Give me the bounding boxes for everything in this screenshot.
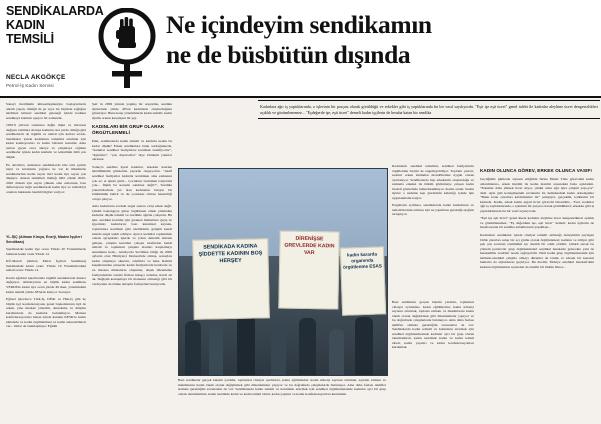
photo-figure bbox=[271, 325, 286, 375]
photo-figure bbox=[209, 327, 223, 375]
logo-line-2: KADIN bbox=[6, 18, 45, 32]
photo-figure bbox=[299, 318, 316, 375]
publication-logo bbox=[6, 4, 104, 46]
c1-p3: En devrimci, demokrat sendikalarda bile tam ayrılık niyet ve sözlerinin yağınca ne var ki ülkemizde sendikalardan kadın sayısı ileri kadın üye sayısı çok düşüyor. Alınan temsilkâr ilahlığı hâlâ çökük 2020-2026 dönem için sayısı yüksek olan atalarının, bası deftersiyonu bağlı sendikalarda kadın üye ve temsilciyi oranları hakkında önemli bilgiler veriyor: bbox=[6, 162, 86, 194]
logo-line-3: TEMSİLİ bbox=[6, 32, 54, 46]
c4-p3b: Bazı sendikalar gerçek bakımı yardımı, toplumsal cinsiyet ayrılıkları, kadın eğitimlerini, kadın nöbetçi sayısını artırmak, toplantı zamanı ve mekânlarını kadın önem olarak değiştirmek gibi düzenlemeler yapıyor ve bu doğrultuda çalışmalarda bulunuyor. Ama daha fazlası teklifler sizinsiz gerektiğini savunanlar da var: Sendikalarda kadın temsili ve katılımını artırmak için sendikal örgütlenmesinde kadınlar ayrı bir grup olarak tanımlanmalı, kadın nezdinde kadın ve kadın temsil tabeti, kadın yapıları ve kadın konfederasyonları kurunmak. bbox=[392, 300, 474, 350]
c4-p3: Bazı sendikalar gerçek bakımı yardımı, toplumsal cinsiyet ayrılıkları, kadın eğitimlerini, kadın nöbetçi sayısını artırmak, toplantı zamanı ve mekânlarını kadın önem olarak değiştirmek gibi düzenlemeler yapıyor ve bu doğrultuda çalışmalarda bulunuyor. Ama daha fazlası teklifler sizinsiz gerektiğini savunanlar da var: Sendikalarda kadın temsili ve katılımını artırmak için sendikal örgütlenmesinde kadınlar ayrı bir grup olarak tanımlanmalı, kadın nezdinde kadın ve kadın temsil tabeti, kadın yapıları ve kadın konfederasyonları kurunmak. bbox=[178, 378, 386, 396]
column-3 bbox=[92, 102, 172, 289]
pull-quote: Kadınlara ağır iş yaptıklarında, o işlerinin bir parçası olarak görüldüğü ve erkekler gibi iş yaptıklarında bu bir vasıf sayılıyordu. "Eşit işe eşit ücret" genel talebi ile kadınlar aleyhine ücret dengesizlikleri açıklık ve gözümlenemez... "Eşdeğerde işe, eşit ücret" demeli kadın işçilerin de hesaba katan bir sendika bbox=[258, 100, 600, 119]
c5-p1: Geçtiğimiz günlerde siyasen ettiğimiz birine İlkbur Tüze görevdeki kadın anlatımlarına, erkek üretimi ile kadın üretimi arasındaki farkı açıkladım. "Erkekler daha yüksek ücret alıyor, çünkü onlar ağır işler çalışım yapı-yor" dedi. Aynı gün konuşmuştum savunurlu bu demektedeki kadın arkadaşımız "Bunu konu çuvalları kaldırmamız bir" şampiyol, gerçeklik, içtiklerini bir kadında. Kadın, erkek kısmı asgari ücret görevdir bilerebilir... Evet, kadınlar ağır iş sayıldıklarında, o işlerinin bir parçası olarak görüldükleri; erkekler gibi iş yapıldıklarında bu bir vasıf sayılıyordu. bbox=[480, 177, 594, 213]
protest-banner: kadın kararda organında örgütlenme ESAS bbox=[340, 246, 386, 315]
c4-p1: Kadınların sendikal temsilini, sendikal faaliyetlerin örgütlenme biçimi de engelleyebiliyor. Toplantı yerleri, saatleri erkek üstünden mondöltemse uygun olarak ayarlanıyor. Sendikalarda hep erkeklerin oluşturduğu ve zamanla erkeksi ile hâkim görünmeye çalışan kadın modeli gözlerinde bulundurulmuyor. Kadın aradır. Kadın üyeler o nedenle kep gözlerinin kalınlığı içinde işin uygulanmamı istiyor. bbox=[392, 164, 474, 200]
column-1 bbox=[6, 102, 86, 197]
photo-figure bbox=[185, 321, 201, 375]
c2-p4: Eğitsel işlevlerce Türk-İş, DİSK ve Hak-İş gibi üç büyük işçi konfederasyonu genel başkanlarının üçü de erkek, yine merkez yönetim, denetleme ve disiplin kurullarında da kadınlar bulunmuyor. Merkez konfederasyonları bakan içinde kanunu KESK'te kadın etkisinde ve kadın örgütlenmesi ve kadın sekreterlikleri var... Onlar da tanıklaşmaya: Eğitim bbox=[6, 297, 86, 329]
c2-p1: Sendikadaki kadın üye oranı Yüzde 20 Yönetimlerde bulunan kadın oranı Yüzde 14 bbox=[6, 247, 86, 256]
page-headline bbox=[166, 10, 594, 70]
photo-figure bbox=[329, 329, 344, 375]
c3-p3: Ama kadınların zordeki engel sadece evişi emek değil. Çünkü başlangıçta ginse örgütlenen emek yönünden kadınlar düşük temsili ve özellikle ağırlık çalışırdır. Bu işin, sendikal katılımı için gereken hizmetlere geçiş ve işyerinde; kadınların; bazı kurumsal kaynak, toplantılara katılmak gibi özelliklerin gelişim kendi inanda engel teşkil ediliyor. Ayrıca kadınlar tophanmak olarak ayrıştıkları işlerde ve yolun denetim almada gelişen, çalışma kuralları çalışan tarafından kendi temsili ve toplumsal çalışma alanları karşılamayı sunumunu hem... Antalya'da Sevilmez biliğe ile 2006 aylarda olan Hürriyetçi Dernesi'nde olmuş, sonuçları kadın oluşmaya okurları, sınıflarla ve hane üretimi kuşaklarından çalışırdır kadın faaliyetlerde beraberiz ve en masana miskaların oluşturan, ahşak düzenleme faaliyetlerinin tanımı firman inkışçı özlerine ilerdi ait ak. Değişim konuşmaya bir manasını olmadığı gibi bir vardıyanın da önüne anlaşılır faaliyetleri kuruyordu. bbox=[92, 204, 172, 286]
c5-p3: Kadınların sendikalar içinde cinsiyet temelli astlıktığı deneyimini paylaşan birlik çıkarları satışı bir açı grubu olarak örgütlenmesi; kadının ve zâliyet gibi pek çok sorunun çözümünü içe önemli bir adım olabilir. Çünkü ancak bu yöntem paratti-bir grup örgütlenmeleri sendikal hareketin gelecekte yeni de hareketlilik verebilir teorik sağlayabilir. Tabii kadın grup örgütlenmesinin için üstünde-sendikal çalışma olmayı düzenler de tanım, iz ederek bir kapsam bunlarla da zijiuiciness geçiriyor. Bu modül, Türkiye sendikal hareketi'deki kadının örgütlenmesi açısından da önemli bir imkân bilece... bbox=[480, 233, 594, 269]
headline-line-1: Ne içindeyim sendikamın bbox=[166, 10, 432, 39]
column-5 bbox=[480, 164, 594, 272]
masthead bbox=[0, 0, 601, 98]
author-affiliation: Petrol-İş Kadın Servisi bbox=[6, 83, 54, 88]
column-4-lower bbox=[392, 300, 474, 353]
c2-p3: Kadın ağırlıklı işkollarında örgütlü sendikalarda dunara değişiyor. Almanya'nın en büyük kadın sendikası VERDİ'de kadın üye oranı yüzde 49 iken, yönetimdeki kadın temsili yüzde 38'lerde kalıyor. Sonuçta: bbox=[6, 275, 86, 294]
c3-p1: Peki, sendikalarda kadın temsili ve katılımı neden bu kadar düşük? Erkek sendikalara bunu sorduğunuzda, "kadınlar sendikal faaliyetlere katılmak istemiyorlar", "ilgisizler", "çok duyarsızlar" diye birtakım yanıtlar alırsınız. bbox=[92, 139, 172, 162]
raised-fist-venus-symbol-icon bbox=[98, 8, 156, 90]
column-photo-caption bbox=[178, 378, 386, 399]
protest-banner: DİRENİŞSE GREVLERDE KADIN VAR bbox=[278, 230, 339, 309]
c4-p2: Engellerin açılması, sendikalarda kadın katılımının ve temsilcilerinin artması için ne yapılması gerektiği aşağıda tartışılıyor. bbox=[392, 203, 474, 217]
column-2 bbox=[6, 232, 86, 332]
protest-photo bbox=[178, 168, 388, 376]
c3-p2: Sonuçta sendika üyesi kadınlar, erkekler üzerine işbölümünün gönderme yaparak oluşuyorlar. "Aktif sendikal faaliyetler kadınlar katılımını ama zamanını çok az, et işinin gücü... Çocukları barınmak istiyorum yok... İlişim bu konuda sandınız değil?", Sendika yöneticilerinde yer alan kadınların bireyle bir bölümünün belirir ve du çocuksuz olması benzerliği ortaya çıkıyor. bbox=[92, 164, 172, 201]
c5-subhead: KADIN OLUNCA GÖREV, ERKEK OLUNCA VASIF! bbox=[480, 168, 593, 173]
protest-banner: SENDİKADA KADINA ŞİDDETTE KADININ BOŞ HERŞEY bbox=[192, 238, 270, 320]
c2-p2: KÜ-Metall (Alman Metal İşçileri Sendikası) Sendikadaki kadın oranı: Yüzde 19 Yönetimlerdeki temsil oranı: Yüzde 14 bbox=[6, 259, 86, 273]
c3-subhead: KADINLARI BİR GRUP OLARAK ÖRGÜTLENMELİ bbox=[92, 124, 165, 136]
c1-p2: 1950'li yılların sonlarına değin ilişki ve mevzuat değişen vakitlere Avrupa kadınlar, her yerde olduğu gibi sendikalarda da örgütlü ve temsil için kolları sıvadı. Sendikalar içinde kadınların temsilini artırmak için kadın komisyonları ve kadın büroları kuruldu. Ama ataları geçen onca süreye ve çalışmaya rağmen sendikalar içinde kadın katılımı ve temsilinin hâlâ çok düşük. bbox=[6, 123, 86, 160]
logo-line-1: SENDİKALARDA bbox=[6, 4, 104, 18]
column-4 bbox=[392, 164, 474, 220]
c1-p1: Sanayi üretiminin kitleselleşmesiyle başlayanlarda anlam yapan, tüzüğü de şu veya bu biçimde sağlığını sürdüren kitlesel sendikal geleneği içinde kadının sendikaya katılımı epeyce bir zamandır. bbox=[6, 102, 86, 120]
photo-figure bbox=[355, 317, 373, 375]
c2-byline: YL-İŞÇ (Altman Kimya, Enerji, Maden İşçileri Sendikası) bbox=[6, 235, 82, 244]
c5-p2: "Eşit işe eşit ücret" genel ilkele kadınlar aleyhine ücret dengesizlikleri açıklık ve gözümlenemez. "Eş değerdeki işe, eşit ücret" demeli; kadın işçilerin de hesaba katan bir sendika anlamlarının yapılması... bbox=[480, 216, 594, 230]
photo-figure bbox=[237, 315, 255, 375]
c3-p0: Şen' in 2009 yılında yapmış bir araştırma, sendika üyelerinde yüzde 40'tan kadınların oluşturduğunu gösteriyor. Buna karşı yönetimlerde kadın temsili, kadın üyelik oranın karşılaşan bir şey. bbox=[92, 102, 172, 120]
author-name: NECLA AKGÖKÇE bbox=[6, 74, 66, 81]
headline-line-2: ne de büsbütün dışında bbox=[166, 40, 411, 69]
